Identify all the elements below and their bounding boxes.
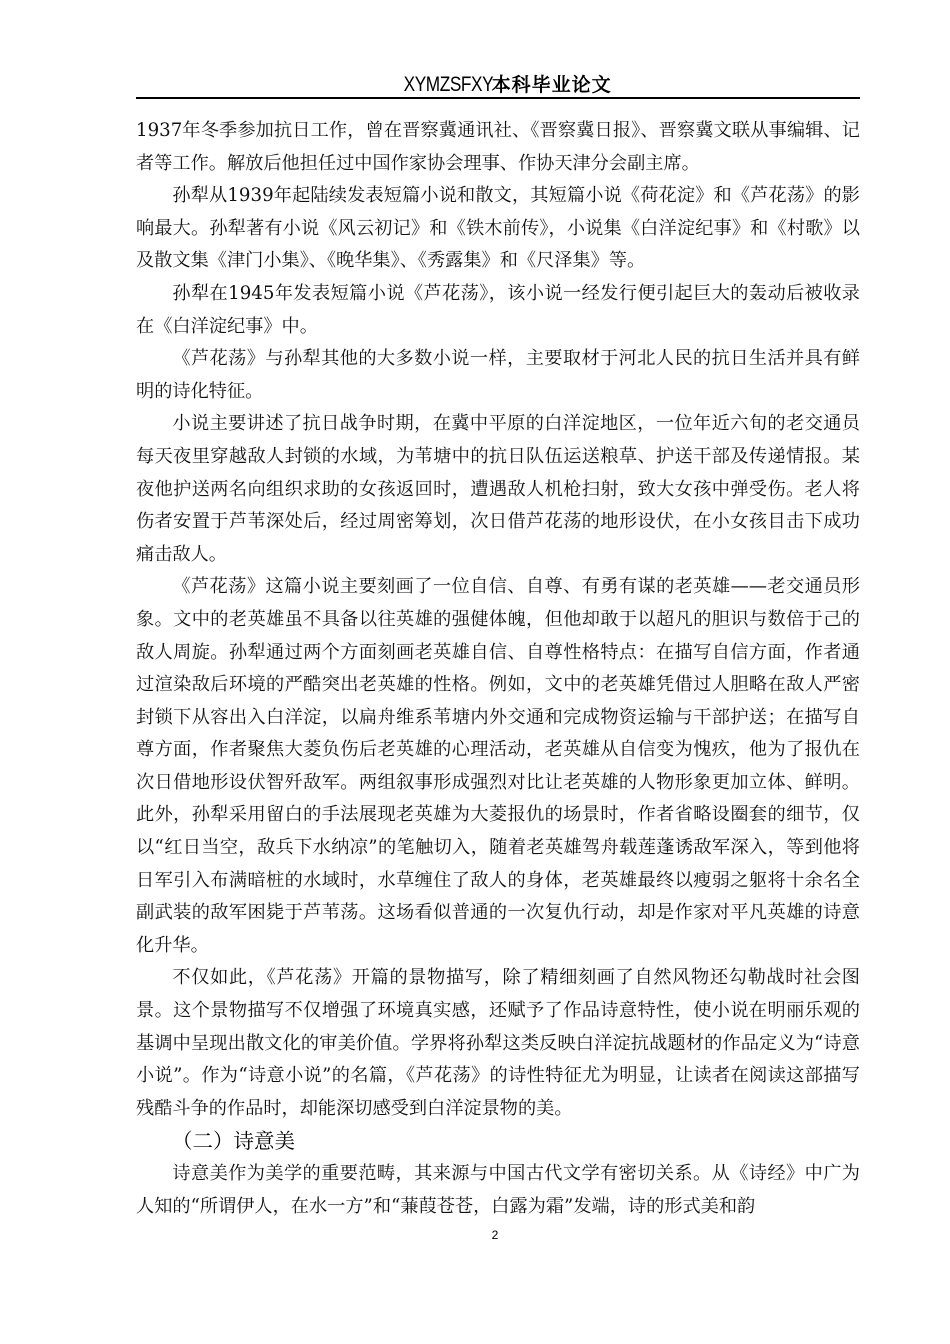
section-heading: （二）诗意美 (172, 1129, 295, 1154)
header-rule (136, 97, 860, 99)
document-body (136, 115, 860, 1223)
paragraph: 1937年冬季参加抗日工作，曾在晋察冀通讯社、《晋察冀日报》、晋察冀文联从事编辑、记者等工作。解放后他担任过中国作家协会理事、作协天津分会副主席。 (136, 120, 860, 174)
paragraph: 孙犁从1939年起陆续发表短篇小说和散文，其短篇小说《荷花淀》和《芦花荡》的影响最大。孙犁著有小说《风云初记》和《铁木前传》，小说集《白洋淀纪事》和《村歌》以及散文集《津门小集》、《晚华集》、《秀露集》和《尺泽集》等。 (136, 185, 860, 272)
paragraph: 《芦花荡》与孙犁其他的大多数小说一样，主要取材于河北人民的抗日生活并具有鲜明的诗化特征。 (136, 348, 860, 402)
paragraph: 孙犁在1945年发表短篇小说《芦花荡》，该小说一经发行便引起巨大的轰动后被收录在《白洋淀纪事》中。 (136, 282, 860, 337)
paragraph: 不仅如此，《芦花荡》开篇的景物描写，除了精细刻画了自然风物还勾勒战时社会图景。这个景物描写不仅增强了环境真实感，还赋予了作品诗意特性，使小说在明丽乐观的基调中呈现出散文化的审美价值。学界将孙犁这类反映白洋淀抗战题材的作品定义为“诗意小说”。作为“诗意小说”的名篇，《芦花荡》的诗性特征尤为明显，让读者在阅读这部描写残酷斗争的作品时，却能深切感受到白洋淀景物的美。 (136, 967, 860, 1119)
header-title: 本科毕业论文 (491, 74, 612, 96)
paragraph: 诗意美作为美学的重要范畴，其来源与中国古代文学有密切关系。从《诗经》中广为人知的“所谓伊人，在水一方”和“蒹葭苍苍，白露为霜”发端，诗的形式美和韵 (136, 1163, 860, 1217)
page-number: 2 (491, 1228, 499, 1242)
paragraph: 《芦花荡》这篇小说主要刻画了一位自信、自尊、有勇有谋的老英雄——老交通员形象。文中的老英雄虽不具备以往英雄的强健体魄，但他却敢于以超凡的胆识与数倍于己的敌人周旋。孙犁通过两个方面刻画老英雄自信、自尊性格特点：在描写自信方面，作者通过渲染敌后环境的严酷突出老英雄的性格。例如，文中的老英雄凭借过人胆略在敌人严密封锁下从容出入白洋淀，以扁舟维系苇塘内外交通和完成物资运输与干部护送；在描写自尊方面，作者聚焦大菱负伤后老英雄的心理活动，老英雄从自信变为愧疚，他为了报仇在次日借地形设伏智歼敌军。两组叙事形成强烈对比让老英雄的人物形象更加立体、鲜明。此外，孙犁采用留白的手法展现老英雄为大菱报仇的场景时，作者省略设圈套的细节，仅以“红日当空，敌兵下水纳凉”的笔触切入，随着老英雄驾舟载莲蓬诱敌军深入，等到他将日军引入布满暗桩的水域时，水草缠住了敌人的身体，老英雄最终以瘦弱之躯将十余名全副武装的敌军困毙于芦苇荡。这场看似普通的一次复仇行动，却是作家对平凡英雄的诗意化升华。 (136, 576, 860, 956)
paragraph: 小说主要讲述了抗日战争时期，在冀中平原的白洋淀地区，一位年近六旬的老交通员每天夜里穿越敌人封锁的水域，为苇塘中的抗日队伍运送粮草、护送干部及传递情报。某夜他护送两名向组织求助的女孩返回时，遭遇敌人机枪扫射，致大女孩中弹受伤。老人将伤者安置于芦苇深处后，经过周密筹划，次日借芦花荡的地形设伏，在小女孩目击下成功痛击敌人。 (136, 413, 860, 565)
page-header (136, 70, 860, 96)
header-code: XYMZSFXY (404, 73, 494, 96)
